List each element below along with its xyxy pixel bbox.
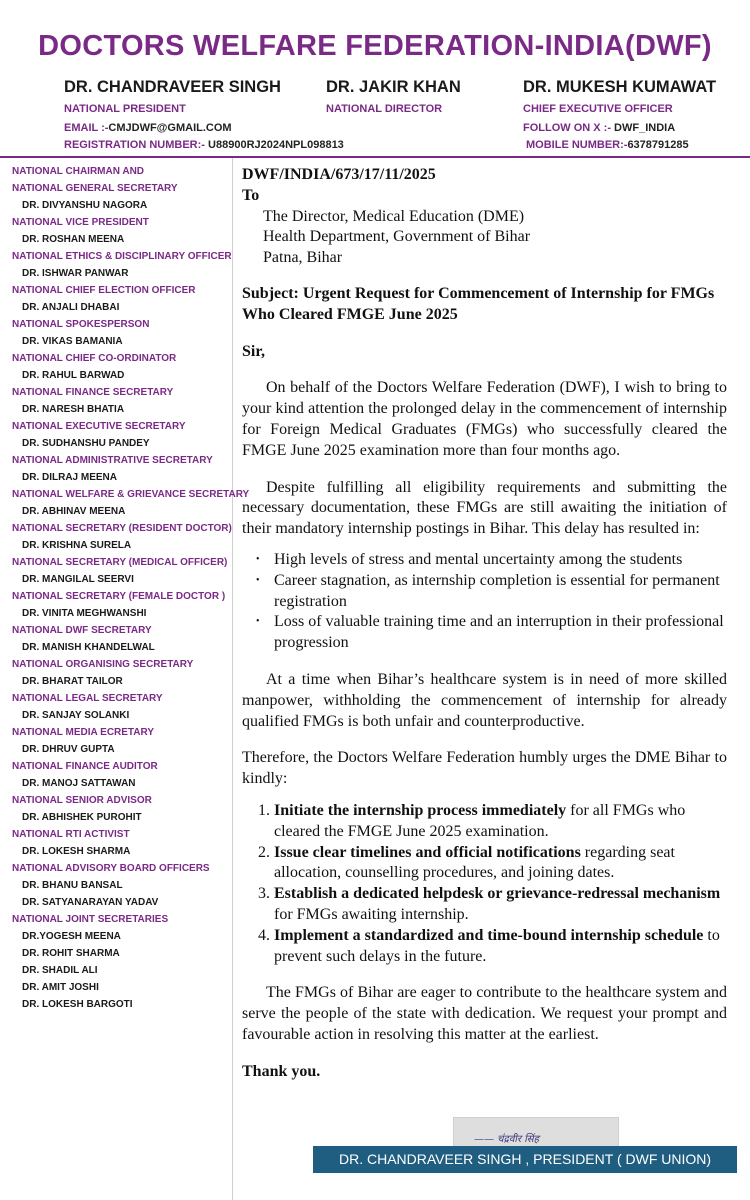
request-number: 2. [258, 843, 270, 861]
officer-role: NATIONAL SENIOR ADVISOR [12, 795, 152, 806]
signature-image [453, 1117, 619, 1149]
officer-name: DR. KRISHNA SURELA [22, 540, 132, 551]
request-item [258, 926, 727, 968]
officer-role: NATIONAL CHIEF ELECTION OFFICER [12, 285, 196, 296]
officer-name: DR. LOKESH BARGOTI [22, 999, 133, 1010]
officer-name: DR. AMIT JOSHI [22, 982, 99, 993]
follow-line [523, 122, 675, 134]
letterhead [0, 0, 750, 158]
officer-entry [0, 284, 232, 314]
officer-entry [0, 862, 232, 909]
officer-name: DR. BHANU BANSAL [22, 880, 123, 891]
officer-entry [0, 590, 232, 620]
officer-name: DR. MANGILAL SEERVI [22, 574, 134, 585]
officer-entry [0, 760, 232, 790]
email-label: EMAIL :- [64, 122, 109, 134]
request-number: 3. [258, 885, 270, 903]
officer-role: NATIONAL SPOKESPERSON [12, 319, 150, 330]
officer-role: NATIONAL SECRETARY (FEMALE DOCTOR ) [12, 591, 226, 602]
address-line-1: The Director, Medical Education (DME) [263, 207, 525, 225]
officer-entry [0, 420, 232, 450]
address-line-3: Patna, Bihar [263, 249, 343, 267]
salutation: Sir, [242, 342, 265, 360]
reference-number: DWF/INDIA/673/17/11/2025 [242, 166, 436, 183]
officer-role: NATIONAL CHIEF CO-ORDINATOR [12, 353, 177, 364]
signature-scrawl: —— च॑द्रवीर सिंह [474, 1134, 539, 1145]
officer-name: DR. BHARAT TAILOR [22, 676, 123, 687]
to-label: To [242, 186, 260, 204]
president-role: NATIONAL PRESIDENT [64, 103, 186, 115]
request-bold: Establish a dedicated helpdesk or grievance-redressal mechanism [274, 885, 721, 903]
officer-role: NATIONAL VICE PRESIDENT [12, 217, 149, 228]
request-rest: regarding seat allocation, counselling procedures, and joining dates. [274, 843, 675, 882]
request-rest: to prevent such delays in the future. [274, 926, 720, 965]
ceo-name: DR. MUKESH KUMAWAT [523, 78, 717, 96]
officer-entry [0, 488, 250, 518]
officer-name: DR. SANJAY SOLANKI [22, 710, 130, 721]
officer-name: DR. LOKESH SHARMA [22, 846, 131, 857]
officer-role: NATIONAL MEDIA ECRETARY [12, 727, 155, 738]
officer-entry [0, 658, 232, 688]
officer-role: NATIONAL ORGANISING SECRETARY [12, 659, 194, 670]
ceo-role: CHIEF EXECUTIVE OFFICER [523, 103, 673, 115]
request-bold: Initiate the internship process immediately [274, 801, 567, 819]
address-line-2: Health Department, Government of Bihar [263, 228, 531, 246]
registration-line [64, 139, 344, 151]
officer-entry [0, 913, 232, 1011]
mobile-line [526, 139, 689, 151]
director-role: NATIONAL DIRECTOR [326, 103, 443, 115]
registration-label: REGISTRATION NUMBER:- [64, 139, 205, 151]
paragraph-2: Despite fulfilling all eligibility requirements and submitting the necessary documentation, these FMGs are still awaiting the initiation of their mandatory internship postings in Bihar. This delay has resulted in: [242, 478, 727, 538]
officer-entry [0, 352, 232, 382]
officer-entry [0, 522, 232, 552]
officers-sidebar [0, 158, 250, 1200]
follow-label: FOLLOW ON X :- [523, 122, 611, 134]
officer-name: DR. DIVYANSHU NAGORA [22, 200, 148, 211]
request-item [258, 884, 727, 926]
officer-role: NATIONAL LEGAL SECRETARY [12, 693, 163, 704]
officer-role: NATIONAL SECRETARY (RESIDENT DOCTOR) [12, 523, 232, 534]
mobile-value: 6378791285 [627, 139, 689, 151]
officer-name: DR. ANJALI DHABAI [22, 302, 120, 313]
request-rest: for all FMGs who cleared the FMGE June 2025 examination. [274, 801, 686, 840]
follow-value[interactable]: DWF_INDIA [614, 122, 676, 134]
officer-role: NATIONAL FINANCE SECRETARY [12, 387, 174, 398]
officer-name: DR. RAHUL BARWAD [22, 370, 125, 381]
officer-name: DR.YOGESH MEENA [22, 931, 121, 942]
request-list [242, 801, 727, 967]
request-number: 1. [258, 801, 270, 819]
officer-entry [0, 318, 232, 348]
officer-name: DR. SATYANARAYAN YADAV [22, 897, 159, 908]
officer-role: NATIONAL CHAIRMAN AND [12, 166, 145, 177]
officer-name: DR. ROSHAN MEENA [22, 234, 125, 245]
officer-entry [0, 386, 232, 416]
officer-role: NATIONAL ADVISORY BOARD OFFICERS [12, 863, 210, 874]
officer-role: NATIONAL SECRETARY (MEDICAL OFFICER) [12, 557, 228, 568]
officer-role: NATIONAL ETHICS & DISCIPLINARY OFFICER [12, 251, 232, 262]
paragraph-4: Therefore, the Doctors Welfare Federation humbly urges the DME Bihar to kindly: [242, 749, 727, 788]
officer-entry [0, 454, 232, 484]
officer-name: DR. DILRAJ MEENA [22, 472, 118, 483]
officer-entry [0, 726, 232, 756]
officer-name: DR. ABHISHEK PUROHIT [22, 812, 142, 823]
president-name: DR. CHANDRAVEER SINGH [64, 78, 281, 96]
officer-entry [0, 794, 232, 824]
officer-role: NATIONAL JOINT SECRETARIES [12, 914, 169, 925]
officer-name: DR. ROHIT SHARMA [22, 948, 120, 959]
email-line [64, 122, 232, 134]
officer-role: NATIONAL RTI ACTIVIST [12, 829, 130, 840]
officer-entry [0, 828, 232, 858]
organization-name: DOCTORS WELFARE FEDERATION-INDIA(DWF) [38, 30, 712, 62]
officer-role: NATIONAL DWF SECRETARY [12, 625, 152, 636]
officer-entry [0, 165, 232, 212]
request-item [258, 801, 727, 843]
paragraph-3: At a time when Bihar’s healthcare system is in need of more skilled manpower, withholding the commencement of internship for already qualified FMGs is both unfair and counterproductive. [242, 670, 727, 730]
paragraph-1: On behalf of the Doctors Welfare Federation (DWF), I wish to bring to your kind attention the prolonged delay in the commencement of internship for Foreign Medical Graduates (FMGs) who successfully cleared the FMGE June 2025 examination more than four months ago. [242, 379, 727, 459]
request-bold: Implement a standardized and time-bound internship schedule [274, 926, 704, 944]
officer-name: DR. DHRUV GUPTA [22, 744, 115, 755]
request-number: 4. [258, 926, 270, 944]
officer-name: DR. VINITA MEGHWANSHI [22, 608, 147, 619]
officer-entry [0, 556, 232, 586]
officer-name: DR. MANOJ SATTAWAN [22, 778, 136, 789]
request-item [258, 843, 727, 885]
subject-line: Subject: Urgent Request for Commencement of Internship for FMGs Who Cleared FMGE June 2025 [242, 284, 715, 323]
email-value[interactable]: CMJDWF@GMAIL.COM [108, 122, 232, 134]
paragraph-5: The FMGs of Bihar are eager to contribute to the healthcare system and serve the people of the state with dedication. We request your prompt and favourable action in resolving this matter at the earliest. [242, 984, 727, 1043]
officer-entry [0, 624, 232, 654]
officer-name: DR. VIKAS BAMANIA [22, 336, 123, 347]
request-bold: Issue clear timelines and official notifications [274, 843, 581, 861]
footer-president-bar: DR. CHANDRAVEER SINGH , PRESIDENT ( DWF UNION) [313, 1146, 737, 1173]
bullet-item: • Career stagnation, as internship completion is essential for permanent registration [274, 571, 727, 613]
officer-role: NATIONAL WELFARE & GRIEVANCE SECRETARY [12, 489, 250, 500]
officer-name: DR. NARESH BHATIA [22, 404, 125, 415]
officer-entry [0, 692, 232, 722]
officer-role: NATIONAL FINANCE AUDITOR [12, 761, 158, 772]
officer-name: DR. MANISH KHANDELWAL [22, 642, 155, 653]
officer-name: DR. ABHINAV MEENA [22, 506, 126, 517]
request-rest: for FMGs awaiting internship. [274, 905, 469, 923]
thanks-line: Thank you. [242, 1062, 321, 1080]
officer-role: NATIONAL EXECUTIVE SECRETARY [12, 421, 186, 432]
officer-entry [0, 250, 232, 280]
officer-name: DR. SUDHANSHU PANDEY [22, 438, 150, 449]
officers-list [0, 165, 250, 1015]
officer-name: DR. ISHWAR PANWAR [22, 268, 129, 279]
officer-name: DR. SHADIL ALI [22, 965, 98, 976]
registration-value: U88900RJ2024NPL098813 [208, 139, 344, 151]
impact-bullets [242, 550, 727, 654]
officer-role: NATIONAL ADMINISTRATIVE SECRETARY [12, 455, 213, 466]
bullet-item: • Loss of valuable training time and an interruption in their professional progression [274, 612, 727, 654]
officer-entry [0, 216, 232, 246]
bullet-item: • High levels of stress and mental uncertainty among the students [274, 550, 727, 571]
mobile-label: MOBILE NUMBER:- [526, 139, 628, 151]
letter-body [242, 165, 727, 1082]
director-name: DR. JAKIR KHAN [326, 78, 461, 96]
officer-role: NATIONAL GENERAL SECRETARY [12, 183, 178, 194]
